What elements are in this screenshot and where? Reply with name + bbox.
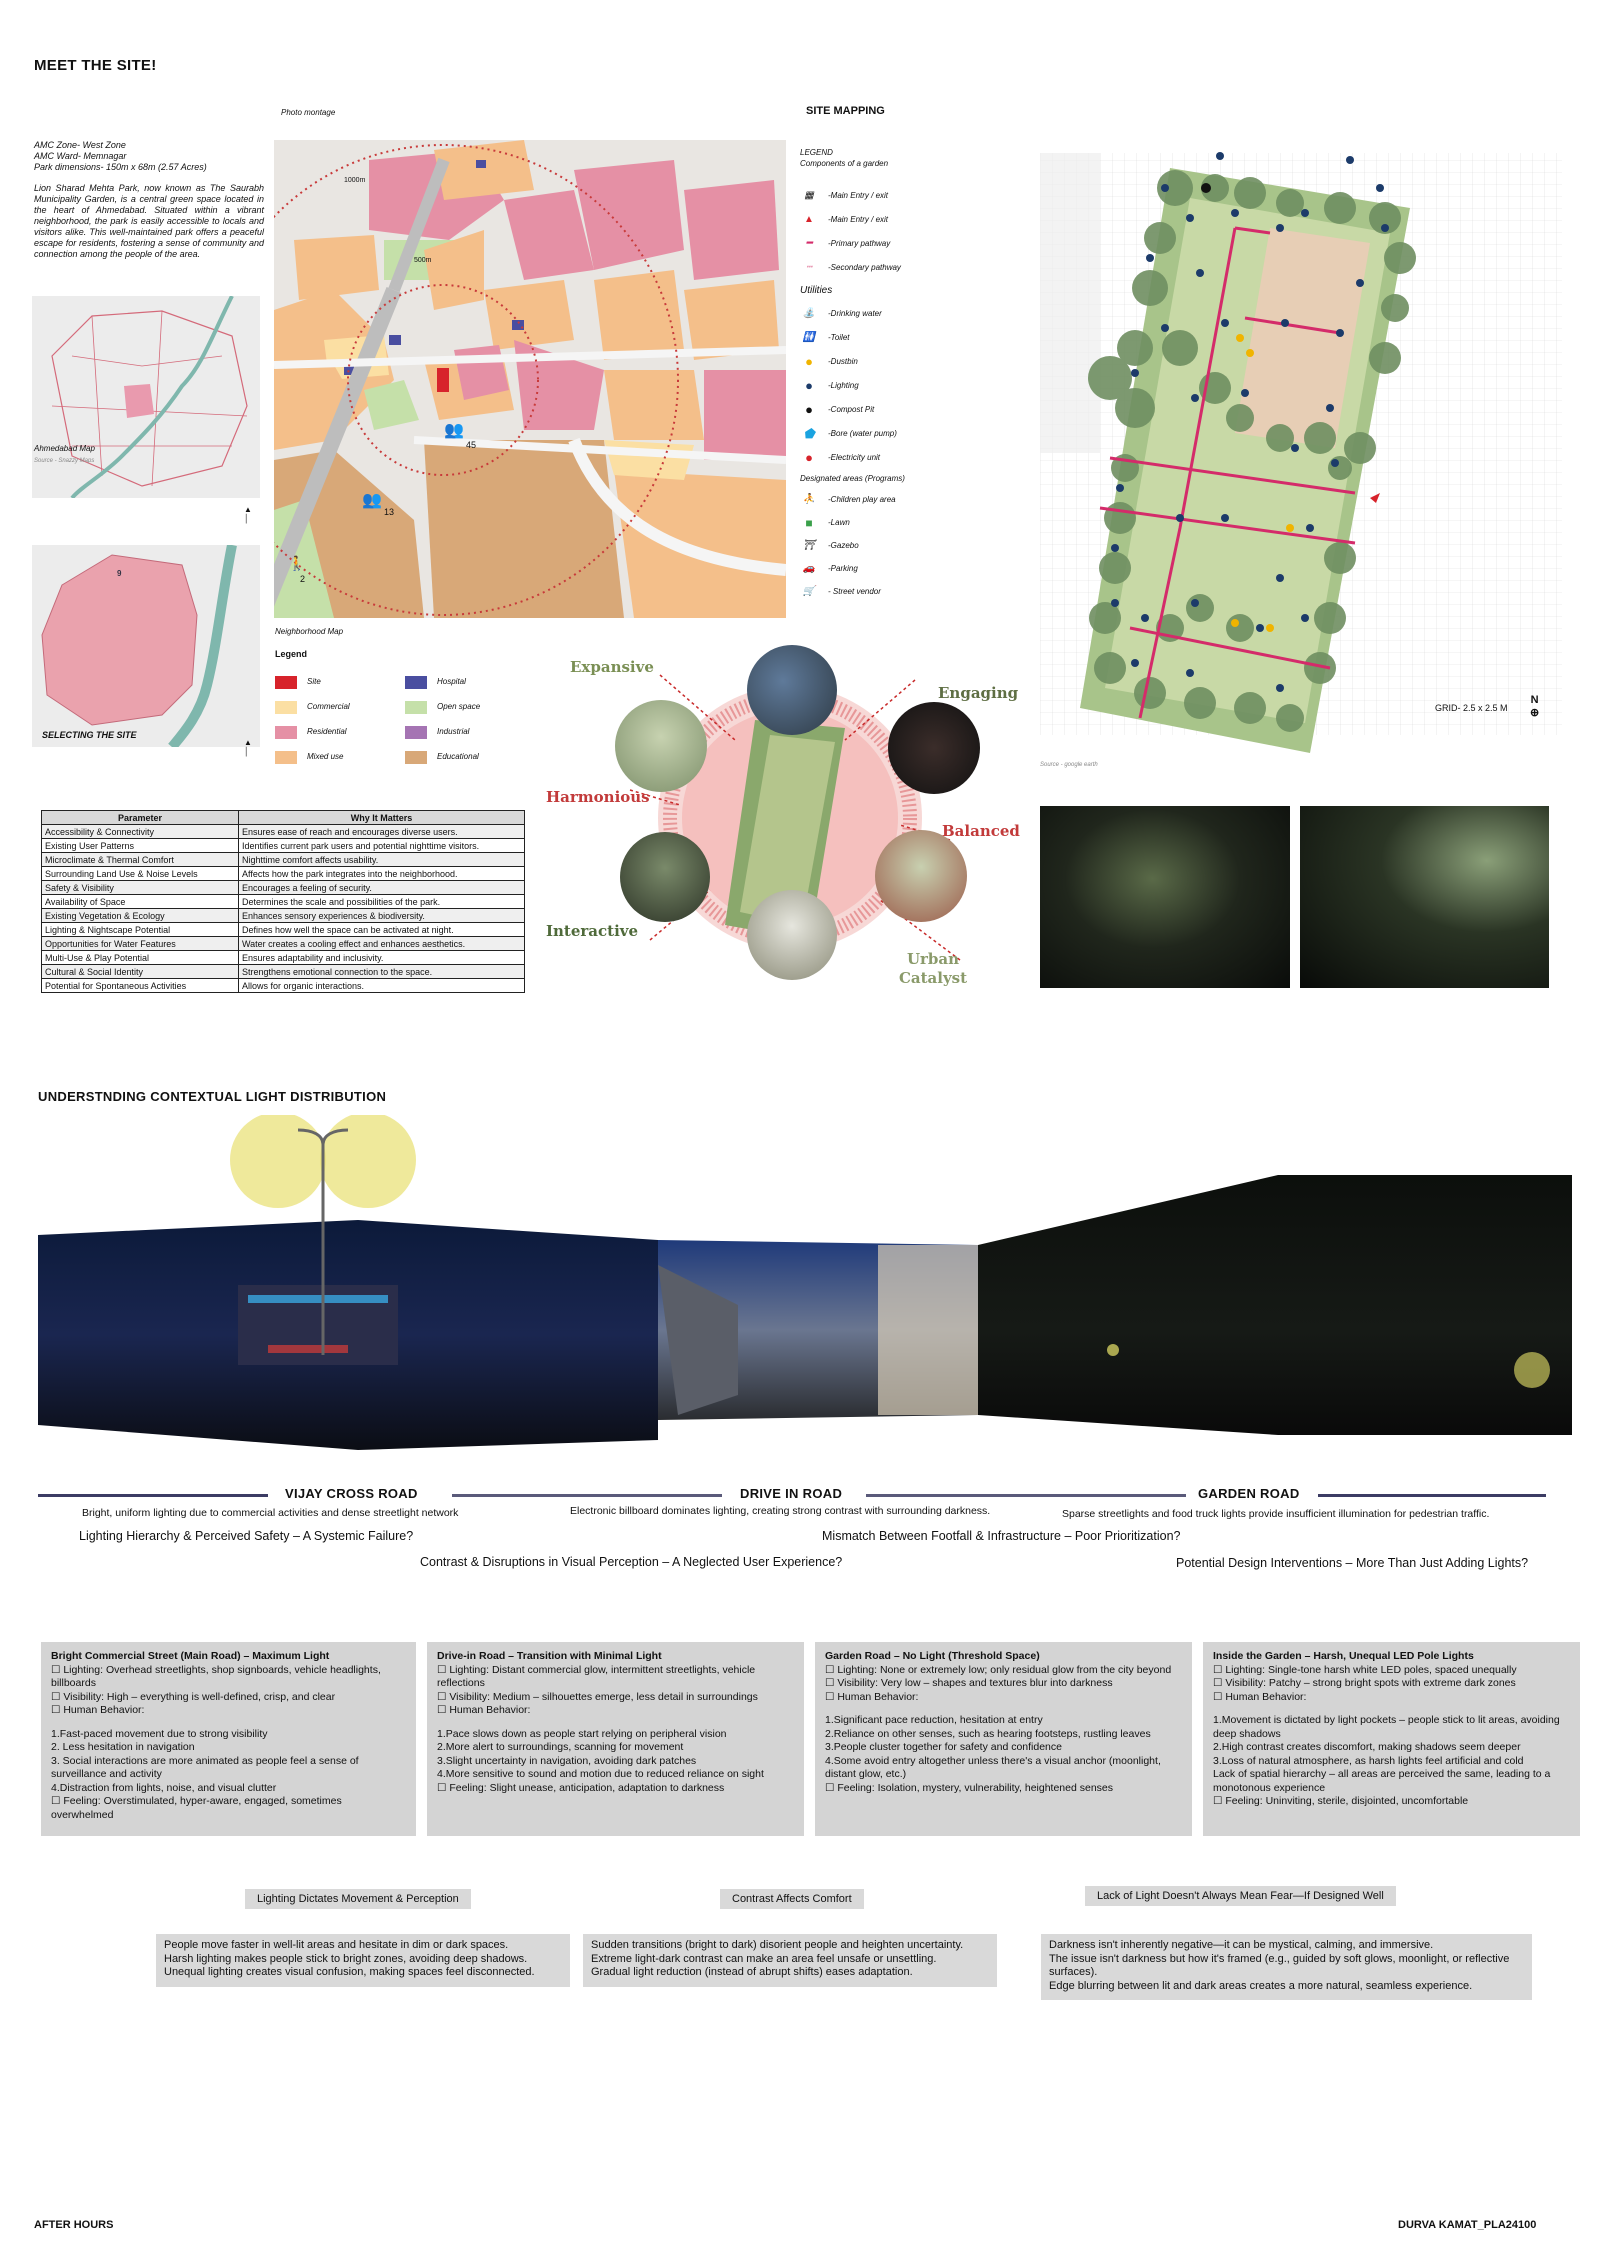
table-row: [42, 895, 525, 909]
legend-primary-path: ━ -Primary pathway: [800, 232, 970, 256]
box-line: ☐ Visibility: Very low – shapes and textures blur into darkness: [825, 1677, 1113, 1689]
box-line: 3.People cluster together for safety and confidence: [825, 1741, 1062, 1753]
site-plan: [1040, 148, 1562, 760]
col-why: Why It Matters: [239, 811, 525, 825]
legend-bore: ⬟ -Bore (water pump): [800, 422, 970, 446]
programs-title: Designated areas (Programs): [800, 474, 905, 483]
neighborhood-label: Neighborhood Map: [275, 627, 344, 636]
legend-play-area: ⛹ -Children play area: [800, 488, 970, 511]
photo-balanced: [875, 830, 967, 922]
box-line: 2.High contrast creates discomfort, making shadows seem deeper: [1213, 1741, 1521, 1753]
box-title: Drive-in Road – Transition with Minimal Light: [437, 1650, 662, 1662]
ring-1000-label: 1000m: [344, 177, 366, 184]
box-line: 4.Some avoid entry altogether unless there's a visual anchor (moonlight, distant glow, etc.): [825, 1754, 1161, 1780]
legend-lighting: ● -Lighting: [800, 374, 970, 398]
table-cell: Identifies current park users and potential nighttime visitors.: [239, 839, 525, 853]
question-2: Mismatch Between Footfall & Infrastructure – Poor Prioritization?: [822, 1529, 1181, 1543]
insight-text-3: Darkness isn't inherently negative—it can be mystical, calming, and immersive. The issue isn't darkness but how it's framed (e.g., guided by soft glows, moonlight, or reflective surfaces). Edge blurring between lit and dark areas creates a more natural, seamless experience.: [1041, 1934, 1532, 2000]
box-line: 2. Less hesitation in navigation: [51, 1741, 195, 1753]
legend-electricity: ● -Electricity unit: [800, 446, 970, 470]
road-line-2: [452, 1494, 722, 1497]
road-line-4: [1318, 1494, 1546, 1497]
table-cell: Ensures ease of reach and encourages diverse users.: [239, 825, 525, 839]
insight-tag-2: Contrast Affects Comfort: [720, 1889, 864, 1909]
question-3: Contrast & Disruptions in Visual Perception – A Neglected User Experience?: [420, 1555, 843, 1569]
legend-compost: ● -Compost Pit: [800, 398, 970, 422]
question-4: Potential Design Interventions – More Than Just Adding Lights?: [1176, 1556, 1529, 1570]
table-row: [42, 979, 525, 993]
box-line: 1.Movement is dictated by light pockets – people stick to lit areas, avoiding deep shadows: [1213, 1714, 1560, 1740]
site-plan-source: Source - google earth: [1040, 762, 1098, 768]
legend-drinking-water: ⛲ -Drinking water: [800, 302, 970, 326]
people-group-icon: 👥: [444, 422, 464, 439]
water-tap-icon: ⛲: [802, 308, 816, 319]
neighborhood-map: [274, 140, 786, 618]
table-header: [42, 811, 525, 825]
photo-expansive: [747, 645, 837, 735]
legend-commercial: Commercial: [275, 697, 405, 717]
question-1: Lighting Hierarchy & Perceived Safety – A Systemic Failure?: [79, 1529, 414, 1543]
table-row: [42, 853, 525, 867]
site-legend: [800, 184, 970, 603]
gate-icon: ▦: [804, 190, 814, 201]
road-label-garden: GARDEN ROAD: [1198, 1486, 1300, 1501]
table-row: [42, 951, 525, 965]
legend-industrial: Industrial: [405, 722, 525, 742]
table-row: [42, 909, 525, 923]
table-row: [42, 839, 525, 853]
box-line: Lack of spatial hierarchy – all areas are perceived the same, leading to a monotonous experience: [1213, 1768, 1551, 1794]
legend-toilet: 🚻 -Toilet: [800, 326, 970, 350]
street-panorama: [38, 1115, 1572, 1455]
site-ward: AMC Ward- Memnagar: [34, 151, 127, 161]
grid-label: GRID- 2.5 x 2.5 M: [1435, 703, 1508, 713]
table-row: [42, 937, 525, 951]
table-cell: Potential for Spontaneous Activities: [42, 979, 239, 993]
footer-left: AFTER HOURS: [34, 2219, 114, 2231]
legend-sub: Components of a garden: [800, 159, 889, 168]
table-cell: Ensures adaptability and inclusivity.: [239, 951, 525, 965]
dustbin-dot-icon: ●: [805, 354, 813, 369]
legend-parking: 🚗 -Parking: [800, 557, 970, 580]
legend-hospital: Hospital: [405, 672, 525, 692]
table-row: [42, 867, 525, 881]
photo-engaging: [888, 702, 980, 794]
site-info: [34, 140, 264, 260]
ring-500-label: 500m: [414, 257, 432, 264]
box-line: 4.More sensitive to sound and motion due to reduced reliance on sight: [437, 1768, 764, 1780]
legend-open-space: Open space: [405, 697, 525, 717]
north-icon-2: ▲ │: [244, 738, 252, 756]
box-line: ☐ Human Behavior:: [1213, 1690, 1307, 1703]
table-cell: Strengthens emotional connection to the space.: [239, 965, 525, 979]
person-icon: 🚶: [288, 555, 306, 571]
box-line: ☐ Feeling: Uninviting, sterile, disjointed, uncomfortable: [1213, 1795, 1469, 1807]
lawn-icon: ■: [805, 515, 813, 530]
box-line: ☐ Lighting: None or extremely low; only residual glow from the city beyond: [825, 1663, 1172, 1676]
box-title: Garden Road – No Light (Threshold Space): [825, 1650, 1040, 1662]
table-cell: Accessibility & Connectivity: [42, 825, 239, 839]
box-bright-commercial: [41, 1642, 416, 1836]
box-drive-in: [427, 1642, 804, 1836]
people-count-2: 2: [300, 574, 306, 584]
site-description: Lion Sharad Mehta Park, now known as The Saurabh Municipality Garden, is a central green space located in the heart of Ahmedabad. Situated within a vibrant neighborhood, the park is easily accessible to locals and visitors alike. This well-maintained park offers a peaceful escape for residents, fostering a sense of community and connection among the people of the area.: [34, 183, 264, 259]
box-line: ☐ Feeling: Overstimulated, hyper-aware, engaged, sometimes overwhelmed: [51, 1795, 342, 1821]
legend-dustbin: ● -Dustbin: [800, 350, 970, 374]
table-cell: Nighttime comfort affects usability.: [239, 853, 525, 867]
box-line: ☐ Human Behavior:: [825, 1690, 919, 1703]
legend-lawn: ■ -Lawn: [800, 511, 970, 534]
road-note-vijay: Bright, uniform lighting due to commercial activities and dense streetlight network: [82, 1507, 459, 1519]
table-cell: Existing User Patterns: [42, 839, 239, 853]
box-line: ☐ Human Behavior:: [51, 1704, 145, 1716]
page-title: MEET THE SITE!: [34, 57, 157, 74]
annotation-urban-catalyst: Urban Catalyst: [898, 950, 968, 987]
box-line: 3. Social interactions are more animated as people feel a sense of surveillance and activity: [51, 1754, 359, 1780]
box-line: ☐ Feeling: Isolation, mystery, vulnerability, heightened senses: [825, 1781, 1114, 1794]
road-note-garden: Sparse streetlights and food truck lights provide insufficient illumination for pedestrian traffic.: [1062, 1508, 1490, 1520]
legend-gazebo: ⛩ -Gazebo: [800, 534, 970, 557]
site-mapping-title: SITE MAPPING: [806, 105, 885, 117]
selecting-site-map: [32, 545, 260, 747]
footer-right: DURVA KAMAT_PLA24100: [1398, 2219, 1537, 2231]
box-line: 4.Distraction from lights, noise, and visual clutter: [51, 1781, 277, 1794]
table-cell: Cultural & Social Identity: [42, 965, 239, 979]
car-icon: 🚗: [802, 562, 816, 574]
road-line-3: [866, 1494, 1186, 1497]
table-cell: Encourages a feeling of security.: [239, 881, 525, 895]
primary-path-icon: ━: [805, 238, 813, 249]
slide-icon: ⛹: [802, 493, 816, 505]
table-cell: Defines how well the space can be activated at night.: [239, 923, 525, 937]
legend-site: Site: [275, 672, 405, 692]
legend-street-vendor: 🛒 - Street vendor: [800, 580, 970, 603]
photo-urban-catalyst: [747, 890, 837, 980]
box-line: ☐ Lighting: Single-tone harsh white LED poles, spaced unequally: [1213, 1663, 1517, 1676]
legend-heading: LEGEND: [800, 148, 833, 157]
photo-interactive: [620, 832, 710, 922]
table-cell: Microclimate & Thermal Comfort: [42, 853, 239, 867]
table-row: [42, 923, 525, 937]
annotation-expansive: Expansive: [570, 658, 654, 676]
road-line-1: [38, 1494, 268, 1497]
box-line: ☐ Visibility: High – everything is well-defined, crisp, and clear: [51, 1690, 336, 1703]
box-line: 1.Fast-paced movement due to strong visibility: [51, 1727, 268, 1740]
table-cell: Lighting & Nightscape Potential: [42, 923, 239, 937]
legend-educational: Educational: [405, 747, 525, 767]
insight-tag-1: Lighting Dictates Movement & Perception: [245, 1889, 471, 1909]
gazebo-icon: ⛩: [802, 539, 816, 551]
table-cell: Availability of Space: [42, 895, 239, 909]
site-dimensions: Park dimensions- 150m x 68m (2.57 Acres): [34, 162, 207, 172]
people-count-13: 13: [384, 507, 395, 517]
ahmedabad-map: [32, 296, 260, 498]
box-line: 3.Slight uncertainty in navigation, avoiding dark patches: [437, 1754, 697, 1767]
triangle-icon: ▲: [804, 214, 814, 225]
table-cell: Opportunities for Water Features: [42, 937, 239, 951]
photo-harmonious: [615, 700, 707, 792]
photo-garden-night-1: [1040, 806, 1290, 988]
secondary-path-icon: ┅: [805, 262, 813, 273]
insight-text-1: People move faster in well-lit areas and hesitate in dim or dark spaces. Harsh lighting makes people stick to bright zones, avoiding deep shadows. Unequal lighting creates visual confusion, making spaces feel disconnected.: [156, 1934, 570, 1987]
table-cell: Multi-Use & Play Potential: [42, 951, 239, 965]
vendor-cart-icon: 🛒: [802, 585, 816, 597]
box-title: Inside the Garden – Harsh, Unequal LED Pole Lights: [1213, 1650, 1474, 1662]
table-cell: Existing Vegetation & Ecology: [42, 909, 239, 923]
toilet-icon: 🚻: [802, 332, 816, 343]
people-count-45: 45: [466, 440, 477, 450]
legend-main-entry-2: ▲ -Main Entry / exit: [800, 208, 970, 232]
annotation-balanced: Balanced: [942, 822, 1020, 840]
annotation-engaging: Engaging: [938, 684, 1019, 702]
col-parameter: Parameter: [42, 811, 239, 825]
box-line: ☐ Visibility: Patchy – strong bright spots with extreme dark zones: [1213, 1677, 1516, 1689]
utilities-title: Utilities: [800, 285, 833, 296]
north-arrow-icon: N ⊕: [1530, 694, 1540, 719]
box-line: ☐ Lighting: Overhead streetlights, shop signboards, vehicle headlights, billboards: [51, 1663, 381, 1689]
box-garden-road: [815, 1642, 1192, 1836]
pentagon-icon: ⬟: [803, 426, 815, 441]
legend-mixed-use: Mixed use: [275, 747, 405, 767]
site-zone: AMC Zone- West Zone: [34, 140, 126, 150]
road-note-drive-in: Electronic billboard dominates lighting, creating strong contrast with surrounding darkness.: [570, 1505, 991, 1517]
box-line: ☐ Human Behavior:: [437, 1704, 531, 1716]
site-marker: 9: [117, 569, 122, 578]
table-row: [42, 881, 525, 895]
box-line: 1.Significant pace reduction, hesitation at entry: [825, 1714, 1043, 1726]
legend-title: Legend: [275, 649, 308, 659]
table-cell: Determines the scale and possibilities of the park.: [239, 895, 525, 909]
box-title: Bright Commercial Street (Main Road) – Maximum Light: [51, 1650, 330, 1662]
table-row: [42, 825, 525, 839]
lighting-dot-icon: ●: [805, 378, 813, 393]
selecting-label: SELECTING THE SITE: [42, 730, 137, 740]
ahmedabad-map-label: Ahmedabad Map: [34, 444, 95, 453]
box-line: ☐ Visibility: Medium – silhouettes emerge, less detail in surroundings: [437, 1690, 758, 1703]
parameter-table: [41, 810, 525, 993]
insight-tag-3: Lack of Light Doesn't Always Mean Fear—If Designed Well: [1085, 1886, 1396, 1906]
north-icon: ▲ │: [244, 505, 252, 523]
legend-secondary-path: ┅ -Secondary pathway: [800, 256, 970, 280]
compost-dot-icon: ●: [805, 402, 813, 417]
photo-montage-label: Photo montage: [281, 108, 336, 117]
table-cell: Allows for organic interactions.: [239, 979, 525, 993]
road-label-vijay: VIJAY CROSS ROAD: [285, 1486, 418, 1501]
table-cell: Safety & Visibility: [42, 881, 239, 895]
legend-main-entry: ▦ -Main Entry / exit: [800, 184, 970, 208]
table-row: [42, 965, 525, 979]
annotation-harmonious: Harmonious: [546, 788, 650, 806]
map-source: Source - Snazzy Maps: [34, 458, 95, 464]
photo-garden-night-2: [1300, 806, 1549, 988]
road-label-drive-in: DRIVE IN ROAD: [740, 1486, 843, 1501]
electricity-dot-icon: ●: [805, 450, 813, 465]
box-line: ☐ Lighting: Distant commercial glow, intermittent streetlights, vehicle reflections: [437, 1663, 756, 1689]
box-line: 2.Reliance on other senses, such as hearing footsteps, rustling leaves: [825, 1727, 1151, 1740]
box-inside-garden: [1203, 1642, 1580, 1836]
box-line: 2.More alert to surroundings, scanning for movement: [437, 1741, 684, 1753]
table-cell: Surrounding Land Use & Noise Levels: [42, 867, 239, 881]
box-line: 3.Loss of natural atmosphere, as harsh lights feel artificial and cold: [1213, 1754, 1524, 1767]
people-group-icon: 👥: [362, 492, 382, 509]
table-cell: Affects how the park integrates into the neighborhood.: [239, 867, 525, 881]
neighborhood-legend: [275, 672, 525, 767]
table-cell: Water creates a cooling effect and enhances aesthetics.: [239, 937, 525, 951]
table-cell: Enhances sensory experiences & biodiversity.: [239, 909, 525, 923]
box-line: ☐ Feeling: Slight unease, anticipation, adaptation to darkness: [437, 1781, 725, 1794]
insight-text-2: Sudden transitions (bright to dark) disorient people and heighten uncertainty. Extreme light-dark contrast can make an area feel unsafe or unsettling. Gradual light reduction (instead of abrupt shifts) eases adaptation.: [583, 1934, 997, 1987]
legend-residential: Residential: [275, 722, 405, 742]
box-line: 1.Pace slows down as people start relying on peripheral vision: [437, 1727, 727, 1740]
section-title-light: UNDERSTNDING CONTEXTUAL LIGHT DISTRIBUTION: [38, 1089, 387, 1104]
annotation-interactive: Interactive: [546, 922, 639, 940]
